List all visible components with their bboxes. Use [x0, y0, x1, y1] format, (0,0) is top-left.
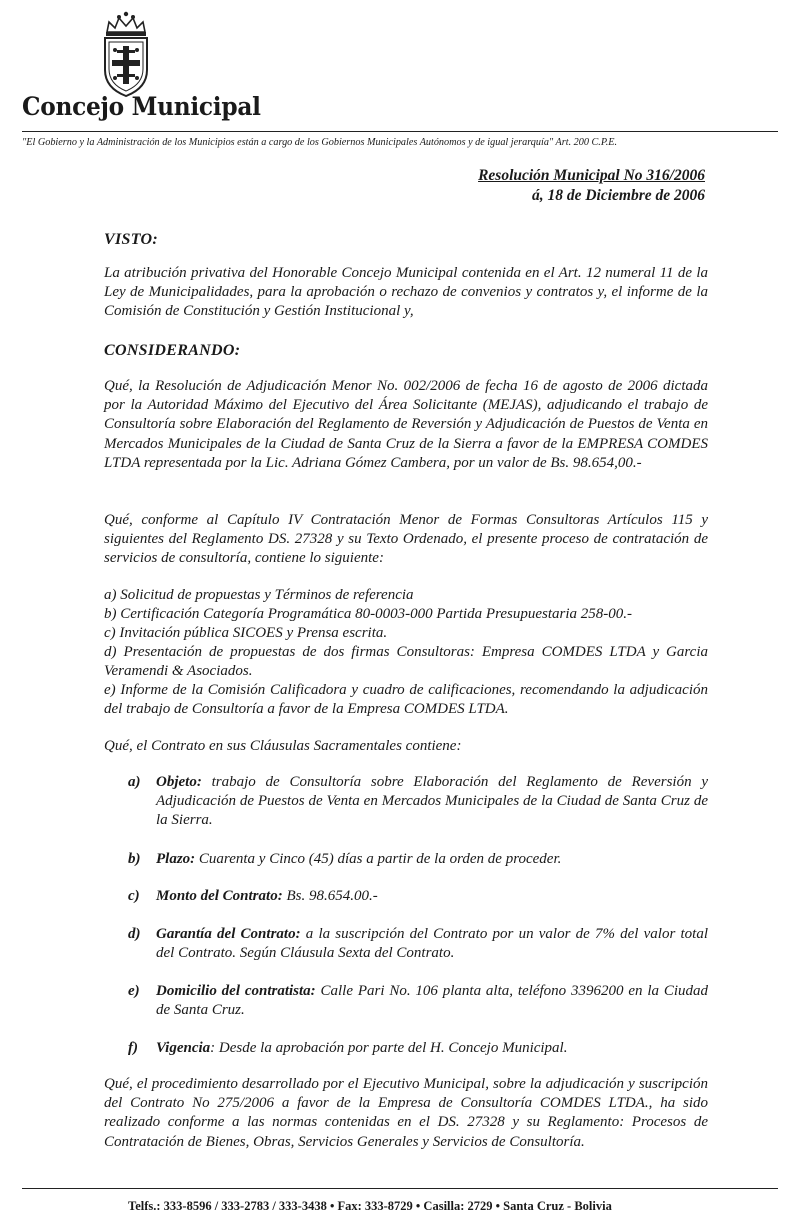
footer-contact: Telfs.: 333-8596 / 333-2783 / 333-3438 • Fax: 333-8729 • Casilla: 2729 • Santa Cruz - Bolivia: [128, 1199, 612, 1213]
visto-text: La atribución privativa del Honorable Concejo Municipal contenida en el Art. 12 numeral 11 de la Ley de Municipalidades, para la aprobación o rechazo de convenios y contratos y, el informe de la Comisión de Constitución y Gestión Institucional y,: [104, 265, 708, 320]
header-divider: [22, 131, 778, 132]
clause-label: Domicilio del contratista:: [156, 983, 316, 999]
considerando-paragraph-3: Qué, el Contrato en sus Cláusulas Sacramentales contiene:: [104, 738, 462, 754]
considerando-paragraph-4: Qué, el procedimiento desarrollado por el Ejecutivo Municipal, sobre la adjudicación y suscripción del Contrato No 275/2006 a favor de la Empresa de Consultoría COMDES LTDA., ha sido realizado conforme a las normas contenidas en el DS. 27328 y su Reglamento: Procesos de Contratación de Bienes, Obras, Servicios Generales y Servicios de Consultoría.: [104, 1076, 708, 1150]
clause-letter: a): [128, 774, 141, 790]
clause-monto: [156, 887, 708, 906]
considerando-paragraph-1: Qué, la Resolución de Adjudicación Menor No. 002/2006 de fecha 16 de agosto de 2006 dictada por la Autoridad Máximo del Ejecutivo del Área Solicitante (MEJAS), adjudicando el trabajo de Consultoría sobre Elaboración del Reglamento de Reversión y Adjudicación de Puestos de Venta en Mercados Municipales de la Ciudad de Santa Cruz de la Sierra a favor de la EMPRESA COMDES LTDA representada por la Lic. Adriana Gómez Cambera, por un valor de Bs. 98.654,00.-: [104, 378, 708, 471]
considerando-paragraph-2: Qué, conforme al Capítulo IV Contratación Menor de Formas Consultoras Artículos 115 y siguientes del Reglamento DS. 27328 y su Texto Ordenado, el presente proceso de contratación de servicios de consultoría, contiene lo siguiente:: [104, 512, 708, 567]
clause-body: Cuarenta y Cinco (45) días a partir de la orden de proceder.: [195, 851, 562, 867]
requirement-item-d: d) Presentación de propuestas de dos firmas Consultoras: Empresa COMDES LTDA y Garcia Veramendi & Asociados.: [104, 644, 708, 680]
header-motto: "El Gobierno y la Administración de los Municipios están a cargo de los Gobiernos Municipales Autónomos y de igual jerarquía" Art. 200 C.P.E.: [22, 137, 618, 148]
footer-divider: [22, 1188, 778, 1189]
clause-body: a la suscripción del Contrato por un valor de 7% del valor total del Contrato. Según Cláusula Sexta del Contrato.: [156, 926, 709, 962]
coat-of-arms-logo: [97, 10, 155, 98]
clause-letter: d): [128, 926, 141, 942]
clause-garantia: [156, 925, 708, 963]
clause-body: trabajo de Consultoría sobre Elaboración del Reglamento de Reversión y Adjudicación de Puestos de Venta en Mercados Municipales de la Ciudad de Santa Cruz de la Sierra.: [156, 774, 708, 829]
clause-letter: e): [128, 983, 140, 999]
organization-name: Concejo Municipal: [22, 92, 261, 121]
visto-heading: VISTO:: [104, 231, 158, 248]
clause-objeto: [156, 773, 708, 831]
clause-domicilio: [156, 982, 708, 1020]
clause-body: : Desde la aprobación por parte del H. Concejo Municipal.: [210, 1040, 568, 1056]
resolution-date: á, 18 de Diciembre de 2006: [531, 187, 705, 204]
clause-body: Bs. 98.654.00.-: [282, 888, 378, 904]
clause-label: Monto del Contrato:: [156, 888, 283, 904]
clause-label: Garantía del Contrato:: [156, 926, 301, 942]
clause-label: Plazo:: [156, 851, 196, 867]
clause-vigencia: [156, 1039, 708, 1058]
resolution-number: Resolución Municipal No 316/2006: [478, 167, 705, 184]
clause-label: Objeto:: [156, 774, 202, 790]
clause-plazo: [156, 850, 708, 869]
clause-letter: c): [128, 888, 140, 904]
requirement-item-e: e) Informe de la Comisión Calificadora y cuadro de calificaciones, recomendando la adjudicación del trabajo de Consultoría a favor de la Empresa COMDES LTDA.: [104, 682, 708, 718]
considerando-heading: CONSIDERANDO:: [104, 342, 241, 359]
requirement-item-c: c) Invitación pública SICOES y Prensa escrita.: [104, 625, 388, 641]
clause-label: Vigencia: [156, 1040, 211, 1056]
clause-body: Calle Pari No. 106 planta alta, teléfono 3396200 en la Ciudad de Santa Cruz.: [156, 983, 709, 1019]
requirement-item-b: b) Certificación Categoría Programática 80-0003-000 Partida Presupuestaria 258-00.-: [104, 606, 633, 622]
clause-letter: f): [128, 1040, 138, 1056]
clause-letter: b): [128, 851, 141, 867]
requirement-item-a: a) Solicitud de propuestas y Términos de referencia: [104, 587, 414, 603]
